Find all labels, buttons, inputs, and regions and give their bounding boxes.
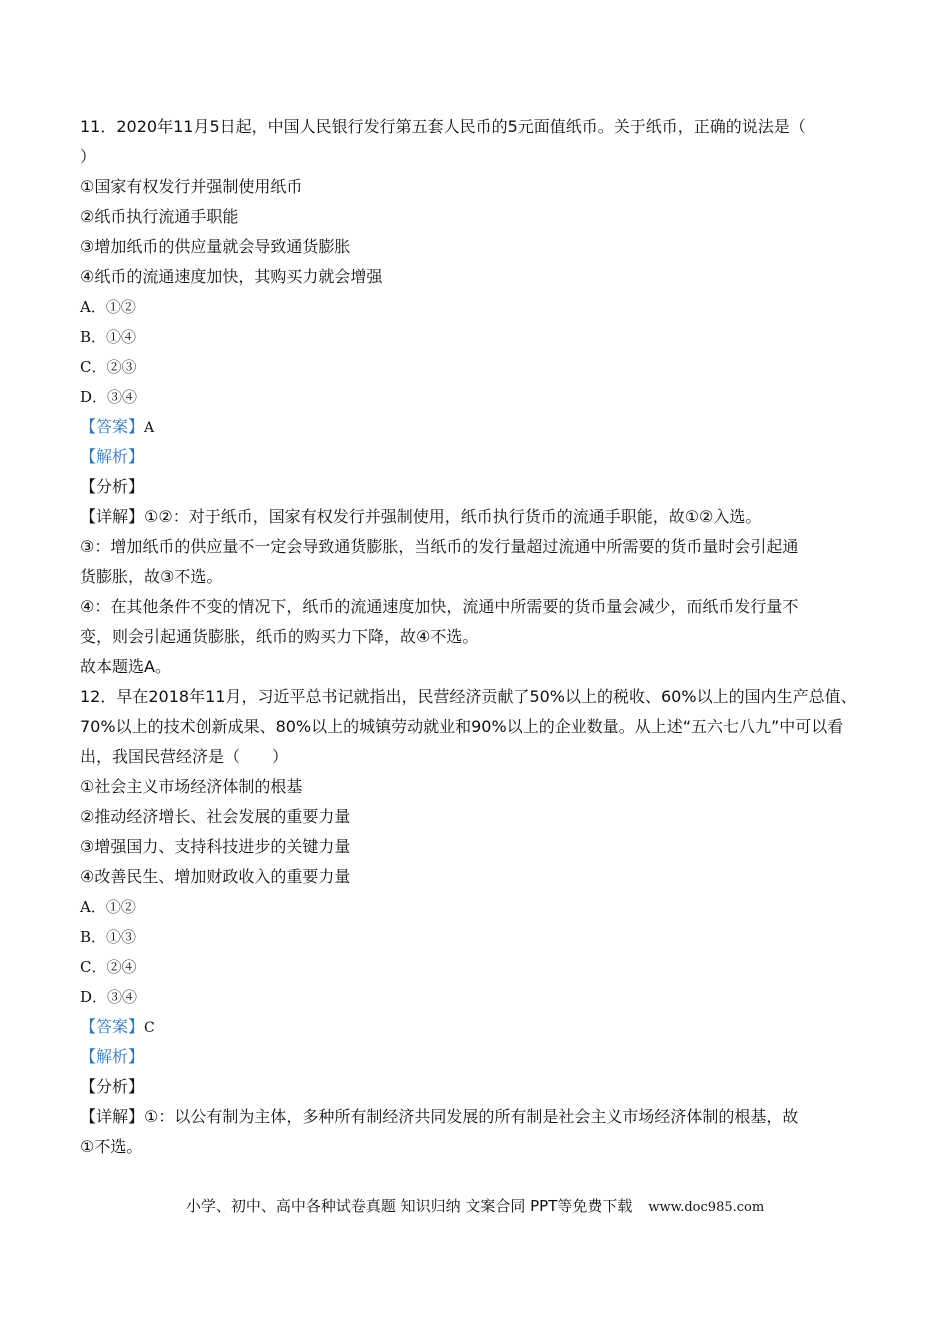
q11-detail-3a: ④：在其他条件不变的情况下，纸币的流通速度加快，流通中所需要的货币量会减少，而纸币发行量不 — [80, 597, 799, 616]
q11-fenxi-label: 【分析】 — [80, 477, 145, 496]
page-footer — [0, 1194, 950, 1220]
q11-stem-line-1: 11．2020年11月5日起，中国人民银行发行第五套人民币的5元面值纸币。关于纸币，正确的说法是（ — [80, 117, 806, 136]
footer-url[interactable]: www.doc985.com — [648, 1200, 765, 1215]
q12-item-1: ①社会主义市场经济体制的根基 — [80, 777, 303, 796]
q11-detail-label: 【详解】 — [80, 507, 145, 526]
q12-item-2: ②推动经济增长、社会发展的重要力量 — [80, 807, 351, 826]
q11-detail-2a: ③：增加纸币的供应量不一定会导致通货膨胀，当纸币的发行量超过流通中所需要的货币量时会引起通 — [80, 537, 799, 556]
q12-stem-line-2: 70%以上的技术创新成果、80%以上的城镇劳动就业和90%以上的企业数量。从上述“五六七八九”中可以看 — [80, 717, 844, 736]
q11-answer — [80, 412, 880, 442]
q11-option-a: A．①② — [80, 298, 136, 316]
q11-option-d: D．③④ — [80, 388, 138, 406]
q12-detail-1 — [80, 1102, 880, 1132]
footer-text: 小学、初中、高中各种试卷真题 知识归纳 文案合同 PPT等免费下载 — [185, 1197, 633, 1215]
q12-detail-label: 【详解】 — [80, 1107, 145, 1126]
q12-answer-value: C — [144, 1020, 155, 1036]
q11-detail-3b: 变，则会引起通货膨胀，纸币的购买力下降，故④不选。 — [80, 627, 479, 646]
q11-detail-1-text: ①②：对于纸币，国家有权发行并强制使用，纸币执行货币的流通手职能，故①②入选。 — [144, 507, 762, 526]
q11-analysis-label: 【解析】 — [80, 447, 145, 466]
document-body — [80, 112, 880, 1162]
q12-answer — [80, 1012, 880, 1042]
q12-answer-label: 【答案】 — [80, 1017, 145, 1036]
q12-option-c: C．②④ — [80, 958, 137, 976]
q12-option-d: D．③④ — [80, 988, 138, 1006]
q11-detail-2b: 货膨胀，故③不选。 — [80, 567, 223, 586]
q11-stem-line-2: ） — [80, 147, 97, 166]
q12-item-3: ③增强国力、支持科技进步的关键力量 — [80, 837, 351, 856]
q11-answer-label: 【答案】 — [80, 417, 145, 436]
q12-item-4: ④改善民生、增加财政收入的重要力量 — [80, 867, 351, 886]
q11-item-4: ④纸币的流通速度加快，其购买力就会增强 — [80, 267, 383, 286]
q12-detail-1b: ①不选。 — [80, 1137, 143, 1156]
q11-item-1: ①国家有权发行并强制使用纸币 — [80, 177, 303, 196]
q12-analysis-label: 【解析】 — [80, 1047, 145, 1066]
q12-detail-1a-text: ①：以公有制为主体，多种所有制经济共同发展的所有制是社会主义市场经济体制的根基，故 — [144, 1107, 799, 1126]
q12-option-a: A．①② — [80, 898, 136, 916]
q12-option-b: B．①③ — [80, 928, 137, 946]
q11-detail-1 — [80, 502, 880, 532]
q11-item-3: ③增加纸币的供应量就会导致通货膨胀 — [80, 237, 351, 256]
q11-item-2: ②纸币执行流通手职能 — [80, 207, 239, 226]
q12-stem-line-3: 出，我国民营经济是（ ） — [80, 747, 289, 766]
q11-conclusion: 故本题选A。 — [80, 657, 171, 676]
q11-option-c: C．②③ — [80, 358, 137, 376]
q11-answer-value: A — [144, 420, 155, 436]
q12-stem-line-1: 12．早在2018年11月，习近平总书记就指出，民营经济贡献了50%以上的税收、60%以上的国内生产总值、 — [80, 687, 857, 706]
q12-fenxi-label: 【分析】 — [80, 1077, 145, 1096]
q11-option-b: B．①④ — [80, 328, 137, 346]
